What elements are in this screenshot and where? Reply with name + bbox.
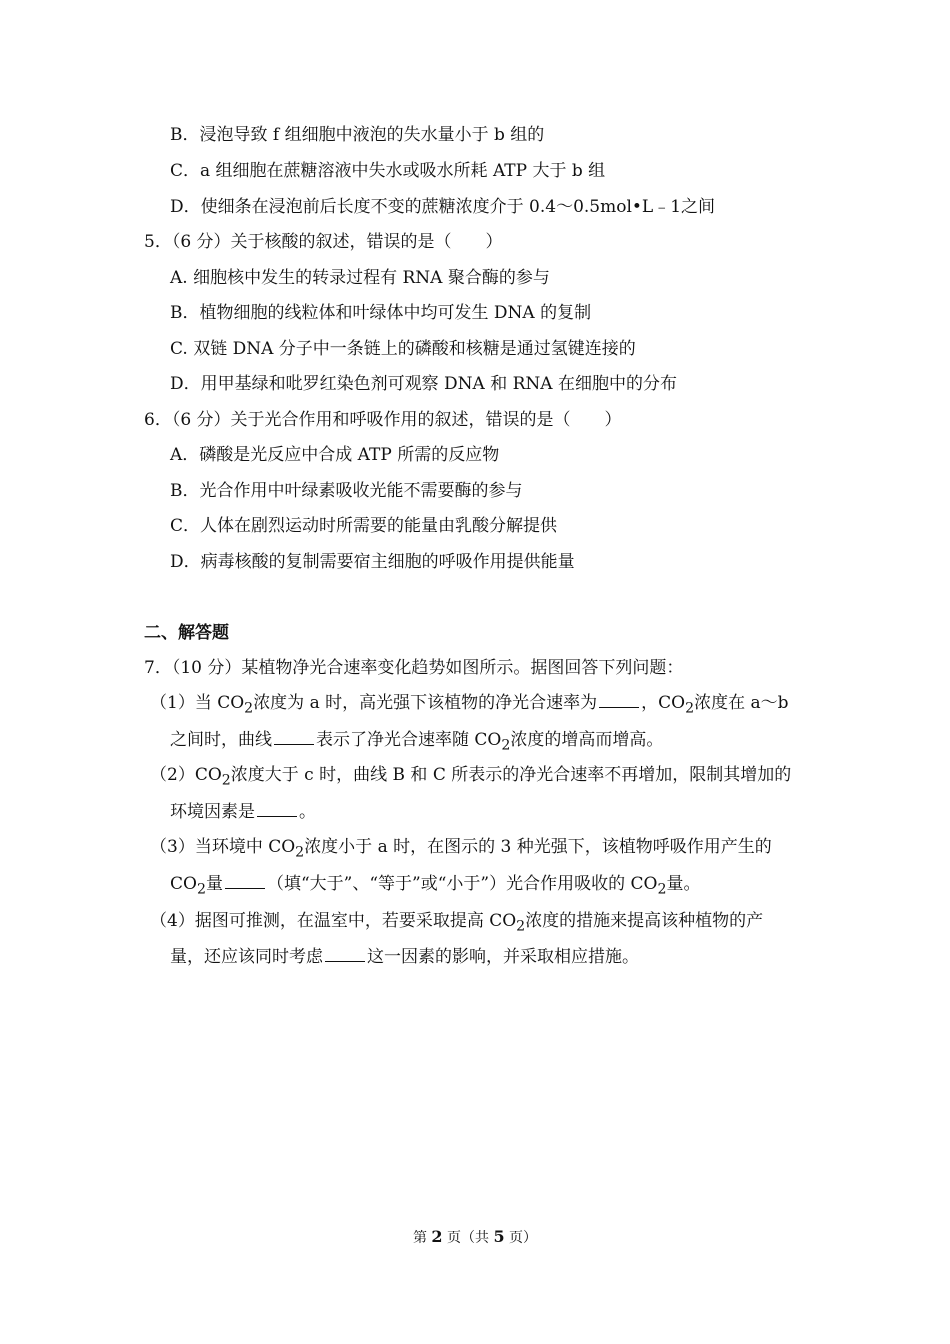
q6-option-a: A．磷酸是光反应中合成 ATP 所需的反应物 (170, 445, 500, 465)
answer-blank-5[interactable] (325, 945, 365, 962)
q7-part4-line2: 量，还应该同时考虑 这一因素的影响，并采取相应措施。 (170, 947, 639, 967)
total-page-count: 5 (493, 1227, 505, 1246)
q7-part2-line1: $(2)CO_2$浓度大于 c 时，曲线 B 和 C 所表示的净光合速率不再增加，限制其增加的 (150, 765, 792, 789)
answer-blank-3[interactable] (257, 800, 297, 817)
q5-option-a: A. 细胞核中发生的转录过程有 RNA 聚合酶的参与 (170, 268, 550, 288)
answer-blank-1[interactable] (599, 691, 639, 708)
q7-part1-line1: （1）当 $CO_2$浓度为 a 时，高光强下该植物的净光合速率为 ，$CO_2$浓度在 a～b (150, 693, 789, 717)
answer-blank-4[interactable] (225, 872, 265, 889)
q7-stem: 7．（10 分）某植物净光合速率变化趋势如图所示。据图回答下列问题： (144, 658, 684, 678)
q7-part3-line1: （3）当环境中 $CO_2$浓度小于 a 时，在图示的 3 种光强下，该植物呼吸作用产生的 (150, 837, 772, 861)
q7-part2-line2: 环境因素是 。 (170, 802, 316, 822)
q5-option-d: D．用甲基绿和吡罗红染色剂可观察 DNA 和 RNA 在细胞中的分布 (170, 374, 677, 394)
q6-option-c: C．人体在剧烈运动时所需要的能量由乳酸分解提供 (170, 516, 558, 536)
q6-stem: 6．（6 分）关于光合作用和呼吸作用的叙述，错误的是（ ） (144, 410, 622, 430)
answer-blank-2[interactable] (274, 728, 314, 745)
q7-part1-line2: 之间时，曲线 表示了净光合速率随 $CO_2$浓度的增高而增高。 (170, 730, 664, 754)
page-footer: 第 2 页（共 5 页） (412, 1227, 538, 1246)
q4-option-b: B．浸泡导致 f 组细胞中液泡的失水量小于 b 组的 (170, 125, 545, 145)
q5-option-c: C. 双链 DNA 分子中一条链上的磷酸和核糖是通过氢键连接的 (170, 339, 636, 359)
section-heading: 二、解答题 (144, 623, 229, 643)
q6-option-d: D．病毒核酸的复制需要宿主细胞的呼吸作用提供能量 (170, 552, 575, 572)
q7-part3-line2: $CO_2$量 （填“大于”、“等于”或“小于”）光合作用吸收的 $CO_2$量。 (170, 874, 701, 898)
q6-option-b: B．光合作用中叶绿素吸收光能不需要酶的参与 (170, 481, 523, 501)
current-page-number: 2 (431, 1227, 443, 1246)
q4-option-d: D．使细条在浸泡前后长度不变的蔗糖浓度介于 0.4～0.5mol•L﹣1之间 (170, 197, 716, 217)
q7-part4-line1: （4）据图可推测，在温室中，若要采取提高 $CO_2$浓度的措施来提高该种植物的产 (150, 911, 764, 935)
q5-option-b: B．植物细胞的线粒体和叶绿体中均可发生 DNA 的复制 (170, 303, 592, 323)
q4-option-c: C．a 组细胞在蔗糖溶液中失水或吸水所耗 ATP 大于 b 组 (170, 161, 606, 181)
q5-stem: 5．（6 分）关于核酸的叙述，错误的是（ ） (144, 232, 503, 252)
